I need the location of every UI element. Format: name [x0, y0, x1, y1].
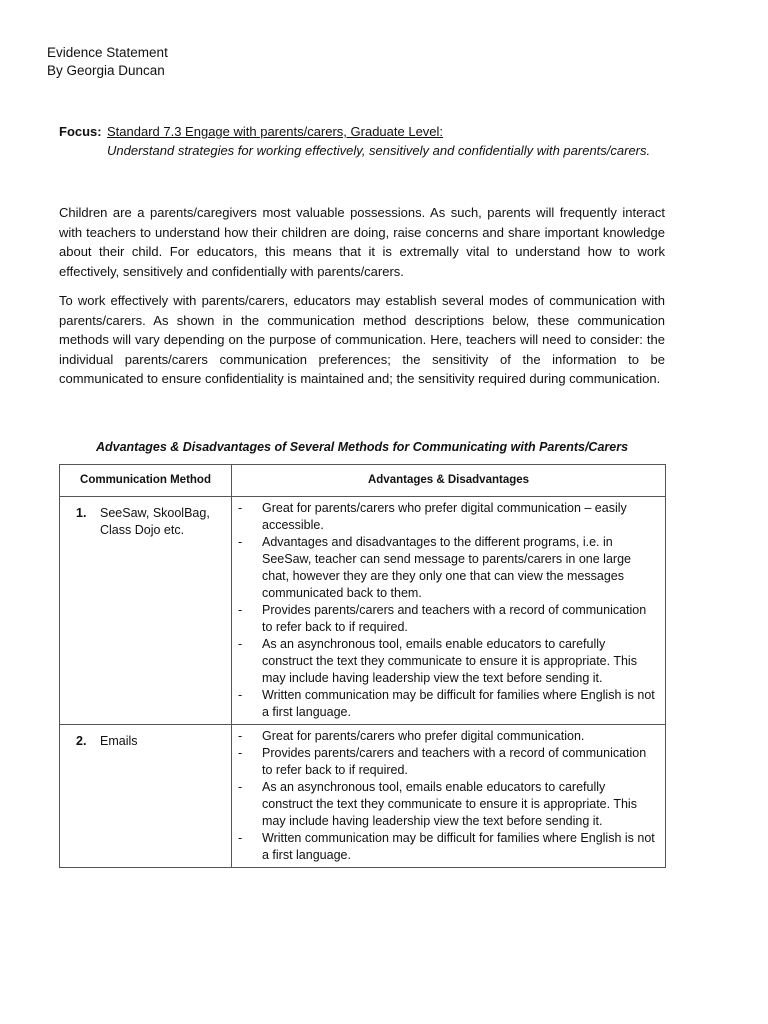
- table-caption: Advantages & Disadvantages of Several Methods for Communicating with Parents/Carers: [95, 440, 629, 454]
- list-item: [238, 745, 659, 779]
- methods-table: [59, 464, 666, 868]
- list-item: [238, 602, 659, 636]
- table-row: [60, 497, 666, 725]
- dash-bullet: -: [238, 637, 243, 651]
- document-header: [47, 44, 168, 80]
- header-communication-method: Communication Method: [60, 465, 232, 497]
- focus-standard-title: Standard 7.3 Engage with parents/carers, Graduate Level:: [107, 124, 444, 139]
- list-item: [238, 534, 659, 602]
- method-name: SeeSaw, SkoolBag, Class Dojo etc.: [100, 506, 210, 537]
- advantages-list: [238, 728, 659, 864]
- dash-bullet: -: [238, 688, 243, 702]
- table-row: [60, 725, 666, 868]
- list-item: [238, 687, 659, 721]
- dash-bullet: -: [238, 831, 243, 845]
- header-advantages-disadvantages: Advantages & Disadvantages: [232, 465, 666, 497]
- document-author: By Georgia Duncan: [47, 63, 165, 78]
- dash-bullet: -: [238, 535, 243, 549]
- focus-body: [107, 122, 667, 160]
- point-text: Written communication may be difficult for families where English is not a first language.: [262, 688, 655, 719]
- list-item: [238, 636, 659, 687]
- point-text: Written communication may be difficult for families where English is not a first language.: [262, 831, 655, 862]
- focus-section: [59, 122, 667, 160]
- method-cell: [60, 497, 232, 725]
- list-item: [238, 779, 659, 830]
- advantages-cell: [232, 497, 666, 725]
- paragraph-intro: Children are a parents/caregivers most valuable possessions. As such, parents will frequently interact with teachers to understand how their children are doing, raise concerns and share important knowledge about their child. For educators, this means that it is extremally vital to understand how to work effectively, sensitively and confidentially with parents/carers.: [59, 205, 665, 279]
- point-text: Provides parents/carers and teachers with a record of communication to refer back to if required.: [262, 746, 647, 777]
- dash-bullet: -: [238, 746, 243, 760]
- point-text: Great for parents/carers who prefer digital communication – easily accessible.: [262, 501, 627, 532]
- point-text: As an asynchronous tool, emails enable educators to carefully construct the text they communicate to ensure it is appropriate. This may include having leadership view the text before sending it.: [262, 637, 637, 685]
- advantages-cell: [232, 725, 666, 868]
- focus-description: Understand strategies for working effectively, sensitively and confidentially with parents/carers.: [107, 143, 651, 158]
- list-item: [238, 728, 659, 745]
- dash-bullet: -: [238, 729, 243, 743]
- dash-bullet: -: [238, 603, 243, 617]
- table-header-row: [60, 465, 666, 497]
- list-item: [238, 830, 659, 864]
- advantages-list: [238, 500, 659, 721]
- paragraph-communication: To work effectively with parents/carers, educators may establish several modes of communication with parents/carers. As shown in the communication method descriptions below, these communication methods will vary depending on the purpose of communication. Here, teachers will need to consider: the individual parents/carers communication preferences; the sensitivity of the information to be communicated to ensure confidentiality is maintained and; the sensitivity required during communication.: [59, 293, 665, 386]
- document-title: Evidence Statement: [47, 45, 168, 60]
- method-number: 2.: [76, 734, 87, 748]
- focus-label: Focus:: [59, 124, 102, 139]
- dash-bullet: -: [238, 780, 243, 794]
- point-text: As an asynchronous tool, emails enable educators to carefully construct the text they communicate to ensure it is appropriate. This may include having leadership view the text before sending it.: [262, 780, 637, 828]
- point-text: Provides parents/carers and teachers with a record of communication to refer back to if required.: [262, 603, 647, 634]
- dash-bullet: -: [238, 501, 243, 515]
- method-cell: [60, 725, 232, 868]
- method-name: Emails: [100, 734, 138, 748]
- list-item: [238, 500, 659, 534]
- point-text: Advantages and disadvantages to the different programs, i.e. in SeeSaw, teacher can send message to parents/carers in one large chat, however they are they only one that can view the messages communicated back to them.: [262, 535, 631, 600]
- method-number: 1.: [76, 506, 87, 520]
- point-text: Great for parents/carers who prefer digital communication.: [262, 729, 585, 743]
